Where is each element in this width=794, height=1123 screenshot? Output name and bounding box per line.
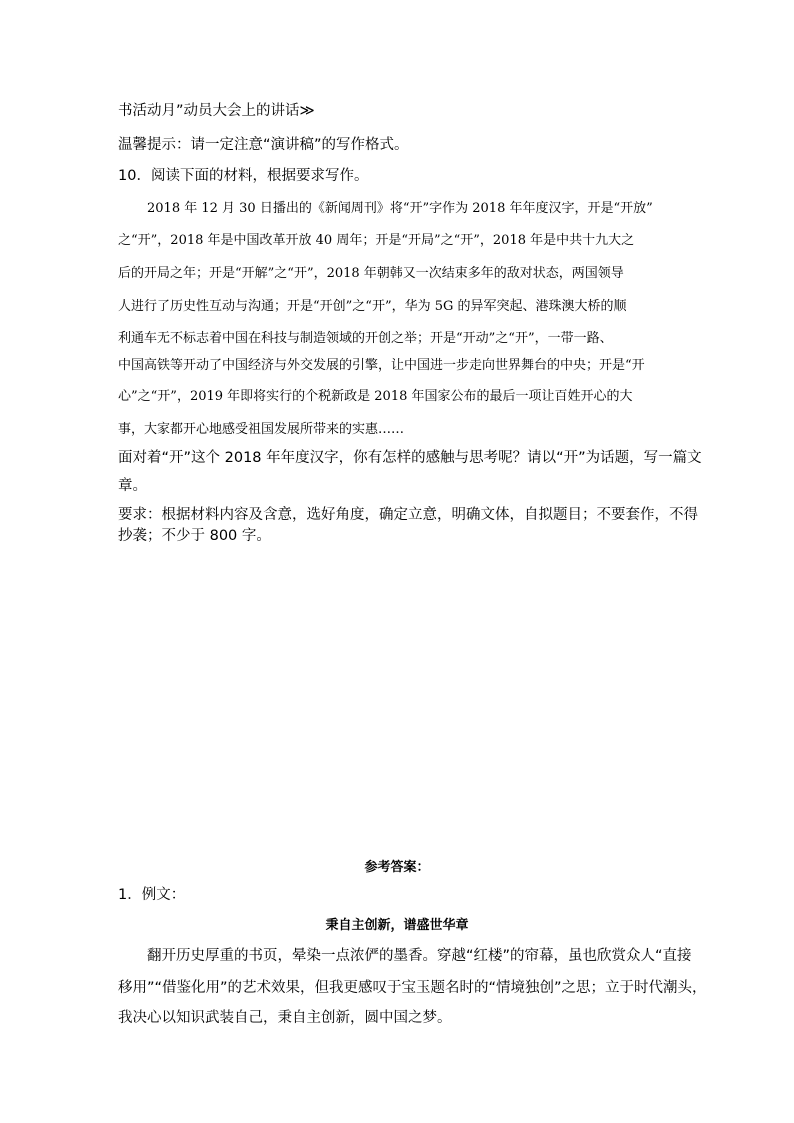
- material-line: 心”之“开”，2019 年即将实行的个税新政是 2018 年国家公布的最后一项让百姓开心的大: [118, 389, 633, 404]
- material-line: 后的开局之年；开是“开解”之“开”，2018 年朝韩又一次结束多年的敌对状态，两国领导: [118, 266, 624, 281]
- material-line: 之“开”，2018 年是中国改革开放 40 周年；开是“开局”之“开”，2018 年是中共十九大之: [118, 233, 635, 248]
- essay-line: 移用”“借鉴化用”的艺术效果，但我更感叹于宝玉题名时的“情境独创”之思；立于时代潮头，: [118, 980, 707, 996]
- intro-line: 书活动月”动员大会上的讲话≫: [118, 103, 315, 119]
- essay-line: 翻开历史厚重的书页，晕染一点浓俨的墨香。穿越“红楼”的帘幕，虽也欣赏众人“直接: [147, 948, 692, 964]
- material-line: 2018 年 12 月 30 日播出的《新闻周刊》将“开”字作为 2018 年年度汉字，开是“开放”: [147, 201, 653, 216]
- answer-section-title: 参考答案：: [364, 860, 430, 875]
- material-line: 利通车无不标志着中国在科技与制造领域的开创之举；开是“开动”之“开”，一带一路、: [118, 331, 613, 346]
- material-line: 中国高铁等开动了中国经济与外交发展的引擎，让中国进一步走向世界舞台的中央；开是“开: [118, 358, 645, 373]
- essay-title: 秉自主创新，谱盛世华章: [325, 918, 469, 933]
- requirements: 抄袭；不少于 800 字。: [118, 528, 271, 544]
- essay-line: 我决心以知识武装自己，秉自主创新，圆中国之梦。: [118, 1010, 452, 1026]
- requirements: 要求：根据材料内容及含意，选好角度，确定立意，明确文体，自拟题目；不要套作，不得: [118, 507, 698, 523]
- writing-prompt: 章。: [118, 478, 147, 494]
- answer-item-1: 1．例文：: [118, 887, 186, 903]
- material-line: 事，大家都开心地感受祖国发展所带来的实惠……: [118, 422, 405, 437]
- writing-prompt: 面对着“开”这个 2018 年年度汉字，你有怎样的感触与思考呢？请以“开”为话题，写一篇文: [118, 450, 702, 466]
- writing-tip: 温馨提示：请一定注意“演讲稿”的写作格式。: [118, 137, 409, 153]
- question-10-heading: 10．阅读下面的材料，根据要求写作。: [118, 168, 369, 184]
- material-line: 人进行了历史性互动与沟通；开是“开创”之“开”，华为 5G 的异军突起、港珠澳大桥的顺: [118, 299, 627, 314]
